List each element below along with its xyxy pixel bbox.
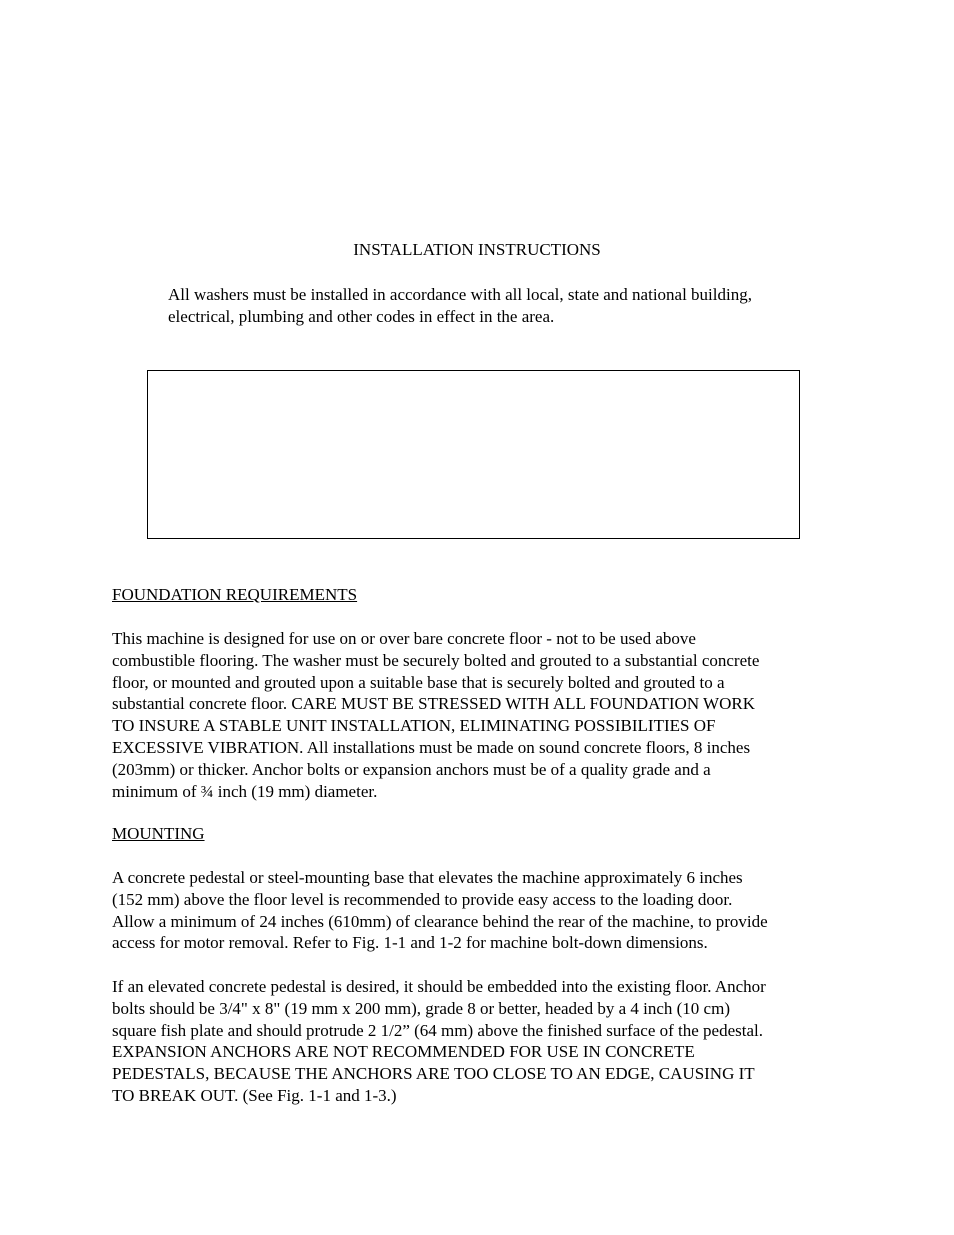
page-title: INSTALLATION INSTRUCTIONS	[353, 240, 601, 259]
mounting-line: TO BREAK OUT. (See Fig. 1-1 and 1-3.)	[112, 1085, 397, 1105]
foundation-heading: FOUNDATION REQUIREMENTS	[112, 585, 358, 604]
empty-bordered-box	[147, 370, 800, 539]
mounting-line: PEDESTALS, BECAUSE THE ANCHORS ARE TOO CLOSE TO AN EDGE, CAUSING IT	[112, 1064, 755, 1084]
intro-paragraph	[168, 284, 848, 328]
foundation-line: TO INSURE A STABLE UNIT INSTALLATION, ELIMINATING POSSIBILITIES OF	[112, 716, 716, 736]
mounting-heading: MOUNTING	[112, 824, 205, 843]
mounting-line: If an elevated concrete pedestal is desired, it should be embedded into the existing floor. Anchor	[112, 977, 766, 996]
mounting-line: bolts should be 3/4" x 8" (19 mm x 200 mm), grade 8 or better, headed by a 4 inch (10 cm)	[112, 998, 730, 1018]
foundation-line: This machine is designed for use on or over bare concrete floor - not to be used above	[112, 629, 696, 648]
mounting-line: (152 mm) above the floor level is recommended to provide easy access to the loading door.	[112, 889, 733, 909]
mounting-line: EXPANSION ANCHORS ARE NOT RECOMMENDED FOR USE IN CONCRETE	[112, 1042, 695, 1062]
mounting-paragraph-2	[112, 976, 852, 1107]
foundation-line: substantial concrete floor. CARE MUST BE STRESSED WITH ALL FOUNDATION WORK	[112, 694, 755, 714]
foundation-line: EXCESSIVE VIBRATION. All installations must be made on sound concrete floors, 8 inches	[112, 737, 751, 757]
foundation-line: (203mm) or thicker. Anchor bolts or expansion anchors must be of a quality grade and a	[112, 759, 711, 779]
mounting-line: square fish plate and should protrude 2 1/2” (64 mm) above the finished surface of the pedestal.	[112, 1020, 763, 1040]
intro-line: electrical, plumbing and other codes in effect in the area.	[168, 306, 555, 326]
foundation-line: combustible flooring. The washer must be securely bolted and grouted to a substantial concrete	[112, 650, 760, 670]
mounting-paragraph-1	[112, 867, 852, 954]
mounting-line: Allow a minimum of 24 inches (610mm) of clearance behind the rear of the machine, to provide	[112, 911, 768, 931]
intro-line: All washers must be installed in accordance with all local, state and national building,	[168, 285, 752, 304]
mounting-line: access for motor removal. Refer to Fig. 1-1 and 1-2 for machine bolt-down dimensions.	[112, 933, 708, 953]
foundation-line: minimum of ¾ inch (19 mm) diameter.	[112, 781, 378, 801]
foundation-line: floor, or mounted and grouted upon a suitable base that is securely bolted and grouted to a	[112, 672, 725, 692]
mounting-line: A concrete pedestal or steel-mounting base that elevates the machine approximately 6 inches	[112, 868, 743, 887]
foundation-paragraph	[112, 628, 852, 802]
